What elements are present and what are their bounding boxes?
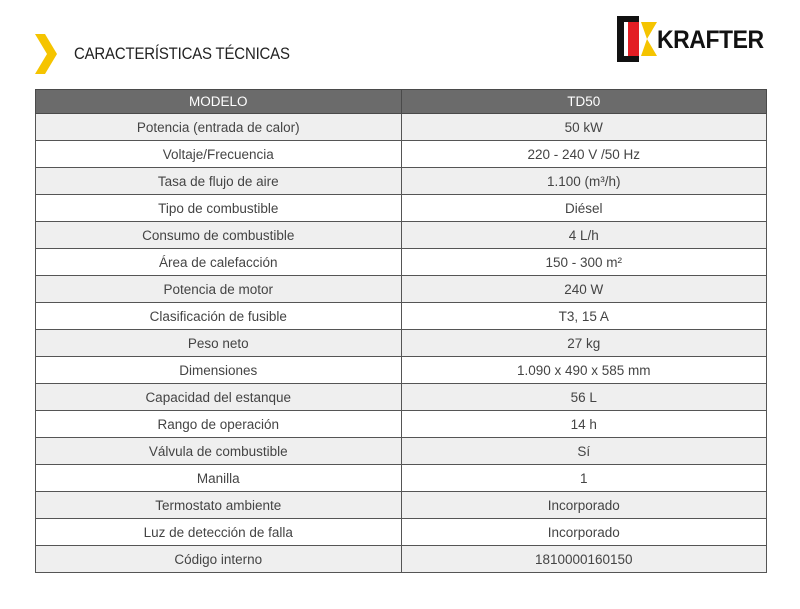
spec-value: Sí — [401, 438, 767, 465]
spec-label: Área de calefacción — [36, 249, 402, 276]
column-header-td50: TD50 — [401, 90, 767, 114]
table-row — [36, 249, 767, 276]
spec-label: Tasa de flujo de aire — [36, 168, 402, 195]
spec-label: Tipo de combustible — [36, 195, 402, 222]
spec-value: 240 W — [401, 276, 767, 303]
spec-value: 1810000160150 — [401, 546, 767, 573]
table-row — [36, 519, 767, 546]
table-row — [36, 492, 767, 519]
spec-value: 56 L — [401, 384, 767, 411]
table-row — [36, 357, 767, 384]
spec-label: Válvula de combustible — [36, 438, 402, 465]
table-row — [36, 168, 767, 195]
spec-label: Voltaje/Frecuencia — [36, 141, 402, 168]
table-row — [36, 303, 767, 330]
spec-label: Dimensiones — [36, 357, 402, 384]
spec-label: Clasificación de fusible — [36, 303, 402, 330]
section-title: CARACTERÍSTICAS TÉCNICAS — [74, 44, 290, 63]
spec-value: 4 L/h — [401, 222, 767, 249]
table-row — [36, 438, 767, 465]
brand-name: KRAFTER — [657, 26, 764, 54]
spec-value: Incorporado — [401, 519, 767, 546]
table-row — [36, 465, 767, 492]
spec-label: Código interno — [36, 546, 402, 573]
spec-value: 14 h — [401, 411, 767, 438]
krafter-logo-mark-icon — [617, 16, 661, 62]
table-row — [36, 195, 767, 222]
spec-label: Capacidad del estanque — [36, 384, 402, 411]
table-header-row — [36, 90, 767, 114]
spec-label: Potencia (entrada de calor) — [36, 114, 402, 141]
spec-value: 220 - 240 V /50 Hz — [401, 141, 767, 168]
spec-label: Luz de detección de falla — [36, 519, 402, 546]
spec-label: Manilla — [36, 465, 402, 492]
table-row — [36, 276, 767, 303]
spec-value: 150 - 300 m² — [401, 249, 767, 276]
spec-value: 1.100 (m³/h) — [401, 168, 767, 195]
table-row — [36, 546, 767, 573]
specs-table — [35, 89, 767, 573]
spec-value: 27 kg — [401, 330, 767, 357]
table-row — [36, 114, 767, 141]
brand-logo — [617, 16, 777, 62]
chevron-right-icon — [33, 34, 57, 74]
spec-label: Consumo de combustible — [36, 222, 402, 249]
spec-value: 50 kW — [401, 114, 767, 141]
table-row — [36, 411, 767, 438]
spec-label: Peso neto — [36, 330, 402, 357]
spec-label: Potencia de motor — [36, 276, 402, 303]
spec-label: Rango de operación — [36, 411, 402, 438]
spec-value: 1.090 x 490 x 585 mm — [401, 357, 767, 384]
table-row — [36, 330, 767, 357]
spec-value: Diésel — [401, 195, 767, 222]
spec-value: T3, 15 A — [401, 303, 767, 330]
table-row — [36, 384, 767, 411]
table-row — [36, 141, 767, 168]
spec-value: Incorporado — [401, 492, 767, 519]
table-row — [36, 222, 767, 249]
column-header-model: MODELO — [36, 90, 402, 114]
spec-value: 1 — [401, 465, 767, 492]
spec-label: Termostato ambiente — [36, 492, 402, 519]
